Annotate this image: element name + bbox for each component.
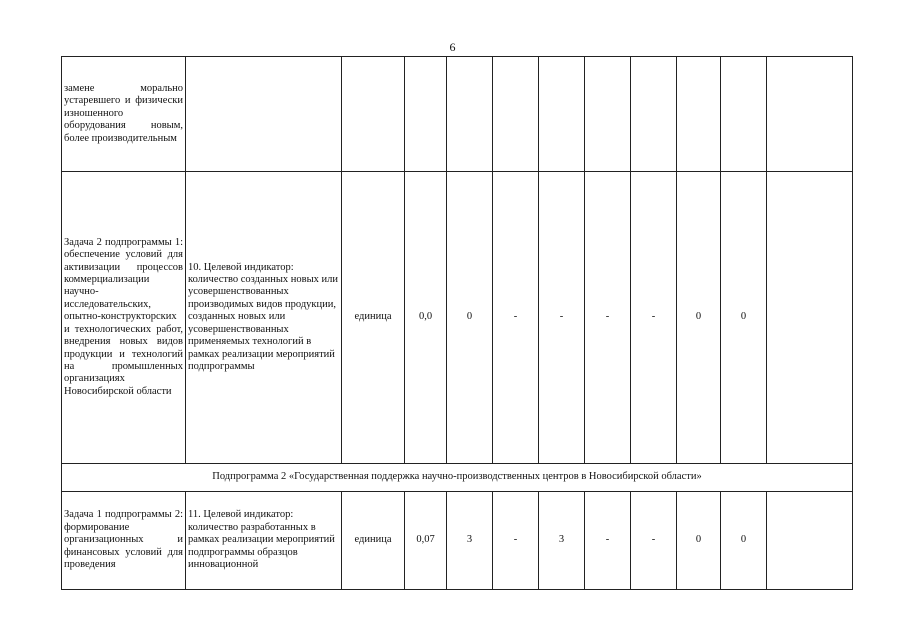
value-cell (631, 57, 677, 172)
value-cell: - (493, 492, 539, 590)
value-cell: 0 (677, 492, 721, 590)
unit-cell: единица (342, 492, 405, 590)
table-row (62, 57, 853, 172)
value-cell: 3 (447, 492, 493, 590)
value-cell: 0,0 (405, 172, 447, 464)
value-cell (721, 57, 767, 172)
value-cell: 3 (539, 492, 585, 590)
value-cell: 0 (447, 172, 493, 464)
value-cell: 0 (721, 172, 767, 464)
task-cell: Задача 1 подпрограммы 2: формирование организационных и финансовых условий для проведения (62, 492, 186, 590)
value-cell: - (585, 172, 631, 464)
table-row (62, 492, 853, 590)
value-cell: 0,07 (405, 492, 447, 590)
subprogram-title: Подпрограмма 2 «Государственная поддержка научно-производственных центров в Новосибирской области» (62, 464, 853, 492)
value-cell (539, 57, 585, 172)
task-cell: замене морально устаревшего и физически изношенного оборудования новым, более производительным (62, 57, 186, 172)
unit-cell (342, 57, 405, 172)
value-cell: - (631, 492, 677, 590)
value-cell (585, 57, 631, 172)
value-cell: 0 (721, 492, 767, 590)
value-cell (767, 57, 853, 172)
unit-cell: единица (342, 172, 405, 464)
value-cell (767, 172, 853, 464)
value-cell (447, 57, 493, 172)
indicator-cell: 10. Целевой индикатор: количество созданных новых или усовершенствованных производимых видов продукции, созданных новых или усовершенствованных применяемых технологий в рамках реализации мероприятий подпрограммы (186, 172, 342, 464)
subprogram-row (62, 464, 853, 492)
value-cell (405, 57, 447, 172)
value-cell (767, 492, 853, 590)
indicator-cell: 11. Целевой индикатор: количество разработанных в рамках реализации мероприятий подпрограммы образцов инновационной (186, 492, 342, 590)
value-cell (493, 57, 539, 172)
value-cell: 0 (677, 172, 721, 464)
indicators-table (61, 56, 853, 590)
page-number: 6 (449, 40, 456, 54)
table-row (62, 172, 853, 464)
task-cell: Задача 2 подпрограммы 1: обеспечение условий для активизации процессов коммерциализации научно-исследовательских, опытно-конструкторских и технологических работ, внедрения новых видов продукции и технологий на промышленных организациях Новосибирской области (62, 172, 186, 464)
value-cell (677, 57, 721, 172)
indicator-cell (186, 57, 342, 172)
value-cell: - (631, 172, 677, 464)
value-cell: - (539, 172, 585, 464)
value-cell: - (493, 172, 539, 464)
value-cell: - (585, 492, 631, 590)
